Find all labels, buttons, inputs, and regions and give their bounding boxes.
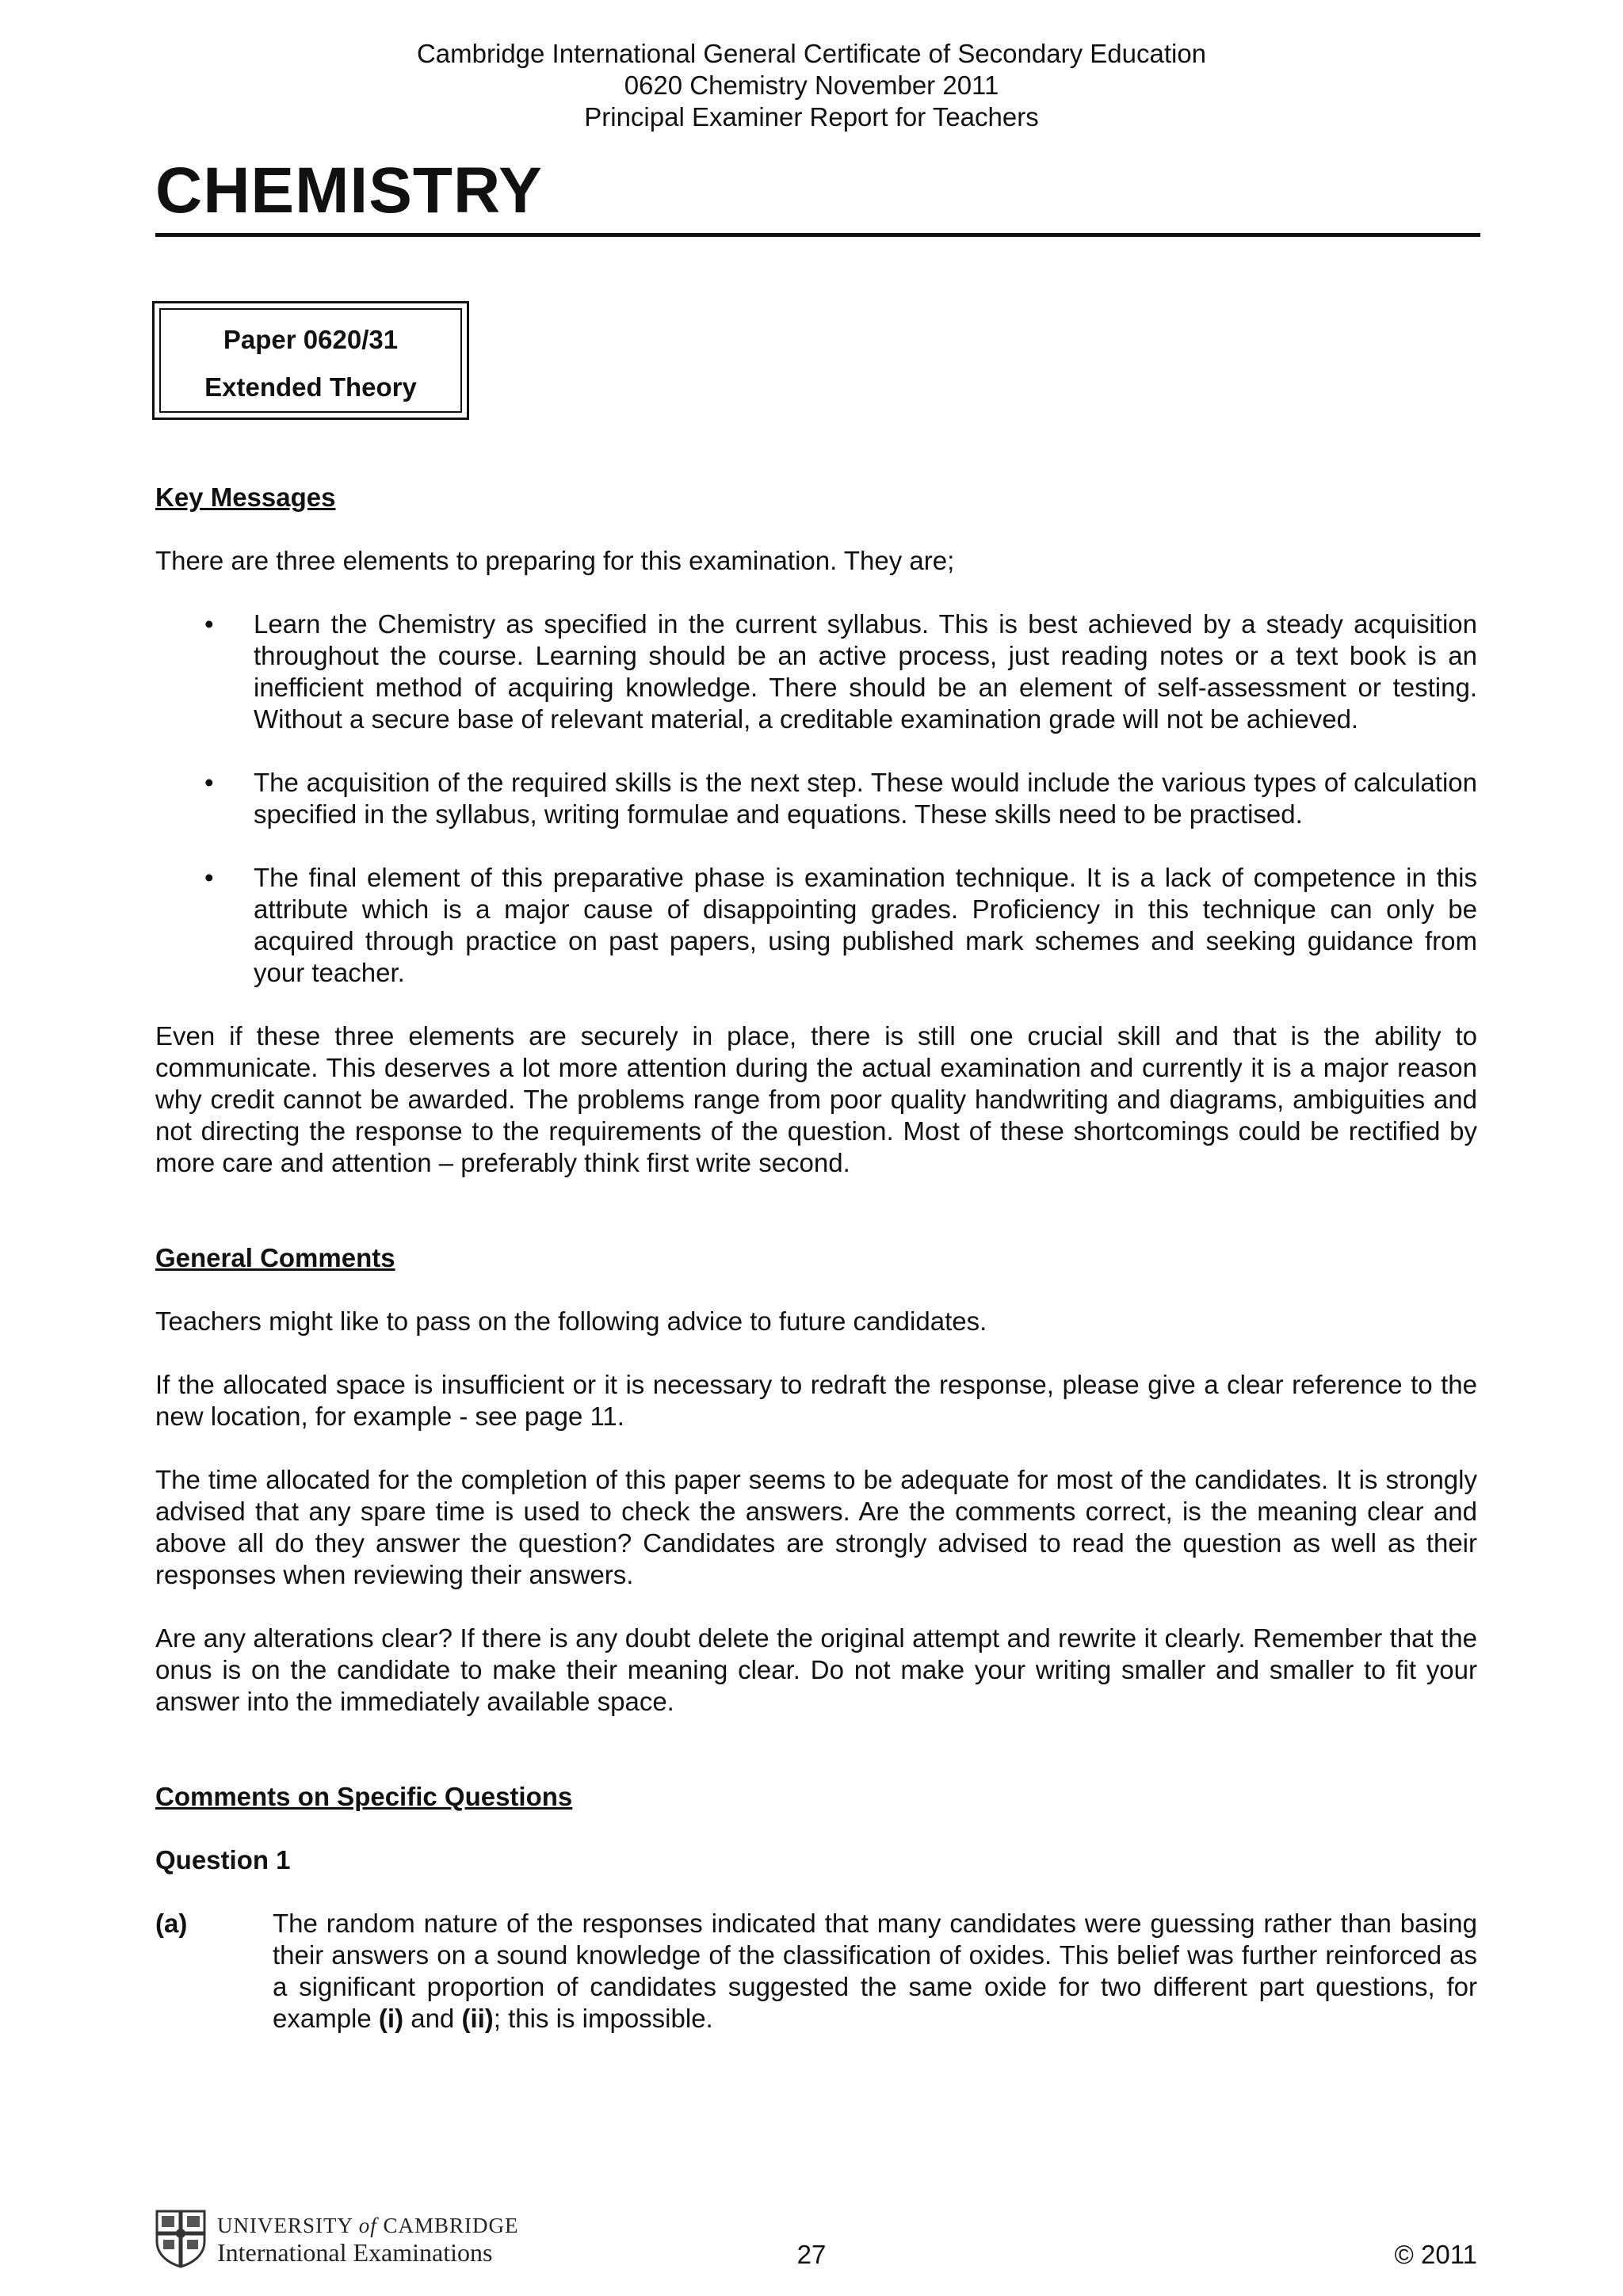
report-body [155, 482, 1477, 2035]
copyright: © 2011 [1394, 2240, 1477, 2269]
key-messages-intro: There are three elements to preparing for this examination. They are; [155, 546, 955, 575]
general-paragraph: Teachers might like to pass on the following advice to future candidates. [155, 1306, 987, 1336]
bullet-icon: • [204, 609, 214, 639]
general-paragraph: If the allocated space is insufficient or it is necessary to redraft the response, please give a clear reference to the new location, for example - see page 11. [155, 1370, 1477, 1431]
bullet-text: The acquisition of the required skills is the next step. These would include the various types of calculation specified in the syllabus, writing formulae and equations. These skills need to be practised. [254, 768, 1477, 829]
key-messages-heading: Key Messages [155, 482, 336, 512]
question-part-text: The random nature of the responses indicated that many candidates were guessing rather than basing their answers on a sound knowledge of the classification of oxides. This belief was further reinforced as a significant proportion of candidates suggested the same oxide for two different part questions, for example (i) and (ii); this is impossible. [273, 1909, 1477, 2033]
general-paragraph: The time allocated for the completion of this paper seems to be adequate for most of the candidates. It is strongly advised that any spare time is used to check the answers. Are the comments correct, is the meaning clear and above all do they answer the question? Candidates are strongly advised to read the question as well as their responses when reviewing their answers. [155, 1465, 1477, 1589]
document-header [0, 38, 1623, 133]
bullet-icon: • [204, 768, 214, 797]
bullet-icon: • [204, 863, 214, 892]
key-messages-closing: Even if these three elements are securely in place, there is still one crucial skill and that is the ability to communicate. This deserves a lot more attention during the actual examination and currently it is a major reason why credit cannot be awarded. The problems range from poor quality handwriting and diagrams, ambiguities and not directing the response to the requirements of the question. Most of these shortcomings could be rectified by more care and attention – preferably think first write second. [155, 1021, 1477, 1177]
title-divider [155, 233, 1480, 237]
bullet-item [155, 862, 1477, 989]
paper-box [152, 301, 469, 420]
part-ref-i: (i) [378, 2004, 404, 2033]
bullet-text: Learn the Chemistry as specified in the current syllabus. This is best achieved by a steady acquisition throughout the course. Learning should be an active process, just reading notes or a text book is an inefficient method of acquiring knowledge. There should be an element of self-assessment or testing. Without a secure base of relevant material, a creditable examination grade will not be achieved. [254, 609, 1477, 734]
logo-line-1: UNIVERSITY of CAMBRIDGE [217, 2214, 519, 2237]
bullet-text: The final element of this preparative phase is examination technique. It is a lack of competence in this attribute which is a major cause of disappointing grades. Proficiency in this technique can only be acquired through practice on past papers, using published mark schemes and seeking guidance from your teacher. [254, 863, 1477, 987]
header-line-3: Principal Examiner Report for Teachers [584, 102, 1039, 132]
header-line-1: Cambridge International General Certificate of Secondary Education [416, 39, 1207, 68]
question-part-label: (a) [155, 1909, 188, 1938]
paper-code: Paper 0620/31 [223, 325, 399, 354]
logo-line-2: International Examinations [217, 2238, 493, 2267]
question-title: Question 1 [155, 1845, 291, 1875]
general-comments-heading: General Comments [155, 1243, 395, 1272]
part-ref-ii: (ii) [461, 2004, 494, 2033]
header-line-2: 0620 Chemistry November 2011 [624, 71, 999, 100]
specific-questions-heading: Comments on Specific Questions [155, 1782, 573, 1811]
page-number: 27 [796, 2240, 827, 2269]
paper-title: Extended Theory [204, 372, 417, 402]
question-part [155, 1908, 1477, 2035]
bullet-item [155, 608, 1477, 735]
subject-title: CHEMISTRY [155, 154, 543, 227]
paper-box-inner [159, 308, 462, 413]
general-paragraph: Are any alterations clear? If there is any doubt delete the original attempt and rewrite it clearly. Remember that the onus is on the candidate to make their meaning clear. Do not make your writing smaller and smaller to fit your answer into the immediately available space. [155, 1623, 1477, 1716]
bullet-item [155, 767, 1477, 830]
